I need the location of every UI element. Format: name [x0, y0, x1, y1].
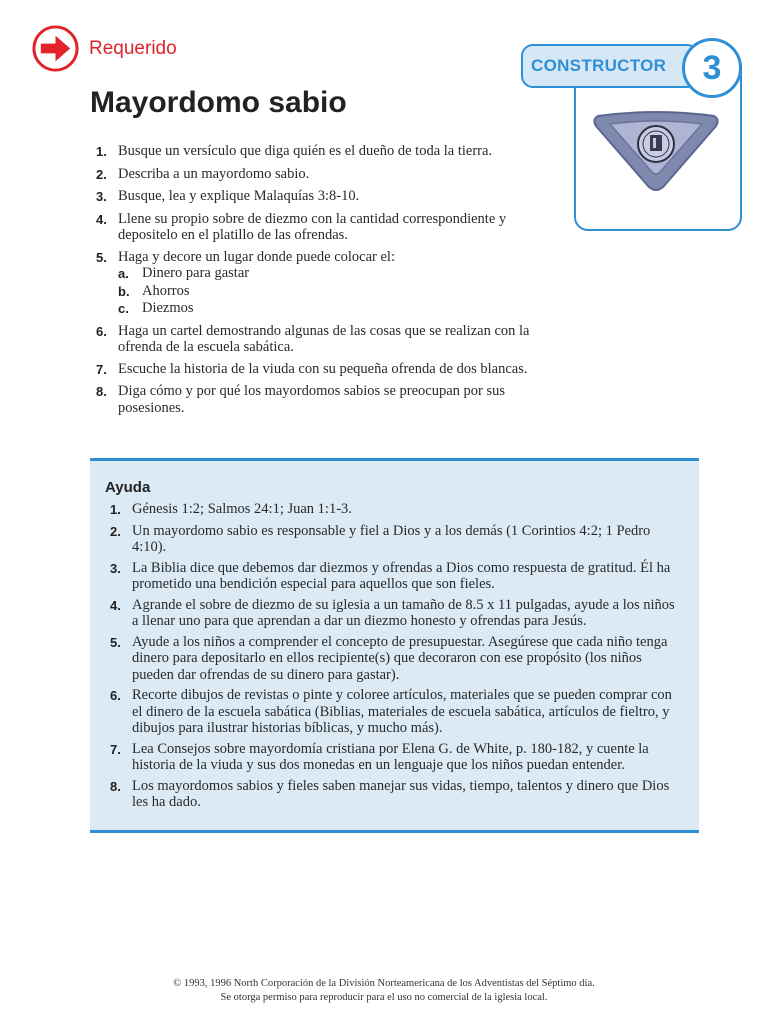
help-item	[110, 741, 680, 774]
required-label: Requerido	[89, 37, 177, 59]
help-item	[110, 597, 680, 630]
help-box	[90, 458, 699, 833]
item-number: 5.	[96, 249, 107, 265]
sub-text: Ahorros	[142, 282, 190, 299]
item-number: 4.	[96, 211, 107, 227]
sub-list	[118, 265, 395, 318]
requirement-item	[96, 323, 556, 356]
sub-item	[118, 300, 395, 318]
item-body	[118, 249, 395, 318]
help-item	[110, 634, 680, 684]
sub-item	[118, 283, 395, 301]
item-text: Lea Consejos sobre mayordomía cristiana por Elena G. de White, p. 180-182, y cuente la historia de la viuda y sus dos monedas en un lenguaje que los niños puedan entender.	[132, 740, 649, 773]
help-title: Ayuda	[105, 479, 151, 496]
help-item	[110, 687, 680, 737]
sub-text: Dinero para gastar	[142, 265, 250, 281]
item-number: 2.	[110, 523, 121, 539]
item-text: Los mayordomos sabios y fieles saben manejar sus vidas, tiempo, talentos y dinero que Dios les ha dado.	[132, 777, 670, 810]
item-text: La Biblia dice que debemos dar diezmos y ofrendas a Dios como respuesta de gratitud. Él ha prometido una bendición especial para aquellos que son fieles.	[132, 559, 671, 592]
page-title: Mayordomo sabio	[90, 86, 347, 119]
item-number: 5.	[110, 634, 121, 650]
help-item	[110, 523, 680, 556]
item-text: Haga un cartel demostrando algunas de las cosas que se realizan con la ofrenda de la escuela sabática.	[118, 322, 530, 355]
item-number: 7.	[110, 741, 121, 757]
honor-patch-image	[590, 110, 722, 192]
sub-letter: b.	[118, 283, 130, 299]
item-text: Diga cómo y por qué los mayordomos sabios se preocupan por sus posesiones.	[118, 383, 506, 416]
requirements-list	[96, 143, 556, 421]
requirement-item	[96, 383, 556, 416]
help-item	[110, 778, 680, 811]
arrow-right-icon	[31, 24, 80, 73]
level-number: 3	[682, 38, 742, 98]
item-text: Agrande el sobre de diezmo de su iglesia a un tamaño de 8.5 x 11 pulgadas, ayude a los niños a llenar uno para que aprendan a dar un diezmo honesto y ofrendas para Jesús.	[132, 596, 675, 629]
item-text: Describa a un mayordomo sabio.	[118, 165, 310, 182]
sub-letter: a.	[118, 266, 129, 281]
sub-letter: c.	[118, 301, 129, 316]
sub-text: Diezmos	[142, 300, 194, 316]
item-number: 6.	[110, 688, 121, 703]
item-text: Busque un versículo que diga quién es el dueño de toda la tierra.	[118, 143, 493, 159]
item-number: 7.	[96, 361, 107, 377]
item-number: 1.	[96, 144, 107, 159]
item-text: Haga y decore un lugar donde puede colocar el:	[118, 248, 395, 265]
item-text: Escuche la historia de la viuda con su pequeña ofrenda de dos blancas.	[118, 360, 528, 377]
item-text: Llene su propio sobre de diezmo con la cantidad correspondiente y depositelo en el platillo de las ofrendas.	[118, 210, 507, 243]
help-item	[110, 501, 680, 519]
item-number: 3.	[110, 560, 121, 576]
requirement-item	[96, 361, 556, 379]
copyright-footer	[0, 977, 768, 1005]
copyright-line: © 1993, 1996 North Corporación de la División Norteamericana de los Adventistas del Séptimo día.	[173, 978, 595, 989]
requirement-item	[96, 211, 556, 244]
item-text: Busque, lea y explique Malaquías 3:8-10.	[118, 188, 360, 204]
help-list	[110, 501, 680, 815]
requirement-item	[96, 166, 556, 184]
requirement-item	[96, 188, 556, 206]
sub-item	[118, 265, 395, 283]
permission-line: Se otorga permiso para reproducir para el uso no comercial de la iglesia local.	[220, 992, 548, 1003]
item-text: Ayude a los niños a comprender el concepto de presupuestar. Asegúrese que cada niño tenga dinero para depositarlo en ellos recipiente(s) que decoraron con ese propósito (los niños pueden dar ofrendas de su dinero para gastar).	[132, 633, 668, 683]
help-item	[110, 560, 680, 593]
required-indicator	[31, 24, 177, 73]
item-number: 8.	[110, 778, 121, 794]
item-number: 8.	[96, 384, 107, 399]
item-text: Recorte dibujos de revistas o pinte y coloree artículos, materiales que se pueden comprar con el dinero de la escuela sabática (Biblias, materiales de escuela sabática, artículos de fieltro, y dibujos para ilustrar historias bíblicas, y mucho más).	[132, 687, 672, 736]
item-number: 3.	[96, 189, 107, 204]
level-label: CONSTRUCTOR	[521, 44, 699, 88]
item-text: Un mayordomo sabio es responsable y fiel a Dios y a los demás (1 Corintios 4:2; 1 Pedro 4:10).	[132, 522, 651, 555]
item-text: Génesis 1:2; Salmos 24:1; Juan 1:1-3.	[132, 501, 352, 517]
item-number: 6.	[96, 323, 107, 339]
requirement-item	[96, 143, 556, 161]
item-number: 1.	[110, 502, 121, 517]
requirement-item	[96, 249, 556, 318]
item-number: 4.	[110, 597, 121, 613]
item-number: 2.	[96, 166, 107, 182]
